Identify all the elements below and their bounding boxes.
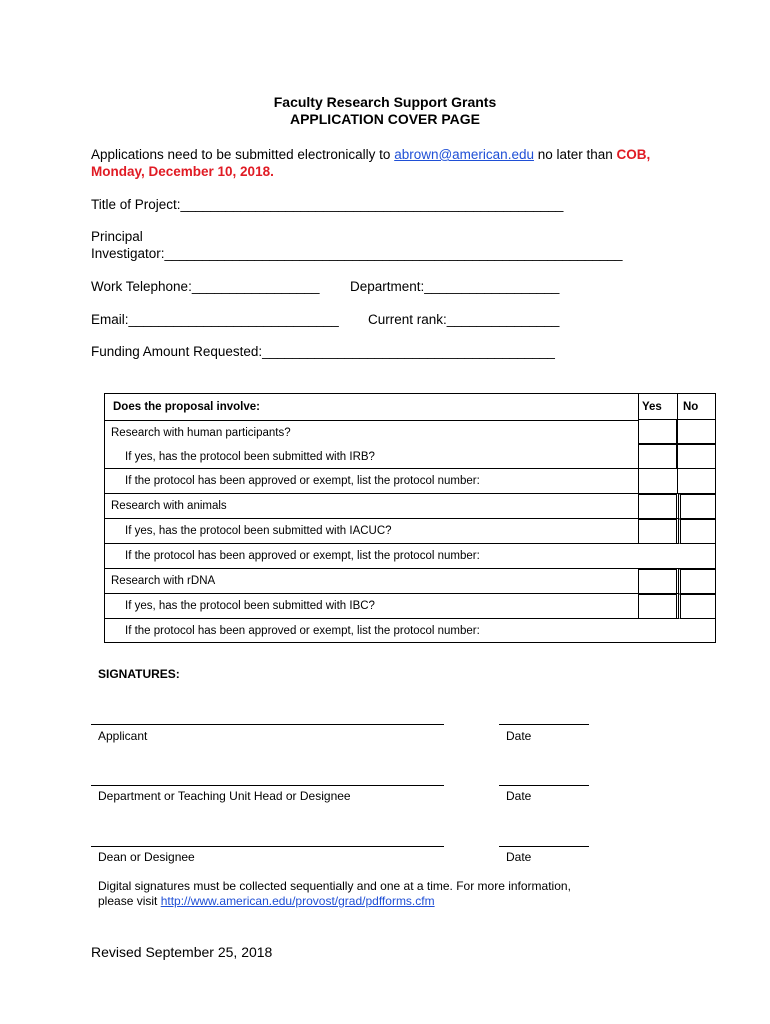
applicant-signature-line[interactable]	[91, 724, 444, 725]
applicant-date-line[interactable]	[499, 724, 589, 725]
table-header-row	[105, 394, 715, 421]
department-head-label: Department or Teaching Unit Head or Designee	[98, 789, 351, 803]
table-row	[105, 519, 715, 544]
deadline-text-b: Monday, December 10, 2018.	[91, 164, 274, 179]
department-head-signature-line[interactable]	[91, 785, 444, 786]
table-header-question: Does the proposal involve:	[113, 401, 260, 413]
animals-no-checkbox[interactable]	[678, 494, 716, 519]
dean-label: Dean or Designee	[98, 850, 195, 864]
row-iacuc-submitted: If yes, has the protocol been submitted with IACUC?	[125, 525, 392, 537]
proposal-involvement-table	[104, 393, 716, 643]
principal-label: Principal	[91, 229, 143, 244]
contact-email-link[interactable]: abrown@american.edu	[394, 147, 534, 162]
department-field[interactable]: Department:__________________	[350, 279, 560, 294]
table-row	[105, 619, 715, 643]
ibc-no-checkbox[interactable]	[678, 594, 716, 619]
row-irb-protocol-number[interactable]: If the protocol has been approved or exempt, list the protocol number:	[125, 475, 480, 487]
table-row	[105, 421, 715, 445]
principal-investigator-field[interactable]: Investigator:_____________________________________________________________	[91, 246, 623, 261]
iacuc-no-checkbox[interactable]	[678, 519, 716, 544]
table-header-yes: Yes	[642, 401, 662, 413]
dean-date-line[interactable]	[499, 846, 589, 847]
intro-text-2: no later than	[533, 147, 617, 162]
digital-signature-note: Digital signatures must be collected sequentially and one at a time. For more information,	[98, 879, 571, 893]
current-rank-field[interactable]: Current rank:_______________	[368, 312, 560, 327]
row-ibc-protocol-number[interactable]: If the protocol has been approved or exempt, list the protocol number:	[125, 624, 480, 637]
form-subtitle: APPLICATION COVER PAGE	[289, 111, 481, 127]
funding-amount-field[interactable]: Funding Amount Requested:_______________________________________	[91, 344, 555, 359]
irb-yes-checkbox[interactable]	[638, 444, 677, 469]
dean-signature-line[interactable]	[91, 846, 444, 847]
human-participants-yes-checkbox[interactable]	[638, 419, 677, 444]
row-ibc-submitted: If yes, has the protocol been submitted with IBC?	[125, 600, 375, 612]
pdf-forms-link[interactable]: http://www.american.edu/provost/grad/pdfforms.cfm	[160, 894, 435, 908]
signatures-heading: SIGNATURES:	[98, 667, 180, 681]
revised-date: Revised September 25, 2018	[91, 944, 273, 960]
applicant-date-label: Date	[506, 729, 532, 743]
animals-yes-checkbox[interactable]	[638, 494, 677, 519]
table-row	[105, 469, 715, 494]
human-participants-no-checkbox[interactable]	[677, 419, 716, 444]
work-telephone-field[interactable]: Work Telephone:_________________	[91, 279, 320, 294]
intro-line	[91, 147, 650, 162]
dean-date-label: Date	[506, 850, 532, 864]
applicant-label: Applicant	[98, 729, 148, 743]
table-row	[105, 445, 715, 469]
table-row	[105, 594, 715, 619]
intro-text-1: Applications need to be submitted electronically to	[91, 147, 395, 162]
rdna-yes-checkbox[interactable]	[638, 569, 677, 594]
email-field[interactable]: Email:____________________________	[91, 312, 339, 327]
row-human-participants: Research with human participants?	[111, 427, 291, 439]
table-header-no: No	[683, 401, 699, 413]
ibc-yes-checkbox[interactable]	[638, 594, 677, 619]
iacuc-yes-checkbox[interactable]	[638, 519, 677, 544]
rdna-no-checkbox[interactable]	[678, 569, 716, 594]
form-title: Faculty Research Support Grants	[273, 94, 497, 110]
row-animals: Research with animals	[111, 500, 227, 512]
deadline-text-a: COB,	[616, 147, 651, 162]
title-of-project-field[interactable]: Title of Project:___________________________________________________	[91, 197, 564, 212]
pdf-forms-note	[98, 894, 435, 908]
table-row	[105, 494, 715, 519]
row-irb-submitted: If yes, has the protocol been submitted with IRB?	[125, 450, 375, 463]
row-iacuc-protocol-number[interactable]: If the protocol has been approved or exempt, list the protocol number:	[125, 550, 480, 562]
table-row	[105, 569, 715, 594]
pdf-forms-note-text: please visit	[98, 894, 161, 908]
row-rdna: Research with rDNA	[111, 575, 216, 587]
irb-no-checkbox[interactable]	[677, 444, 716, 469]
department-head-date-label: Date	[506, 789, 532, 803]
department-head-date-line[interactable]	[499, 785, 589, 786]
table-row	[105, 544, 715, 569]
